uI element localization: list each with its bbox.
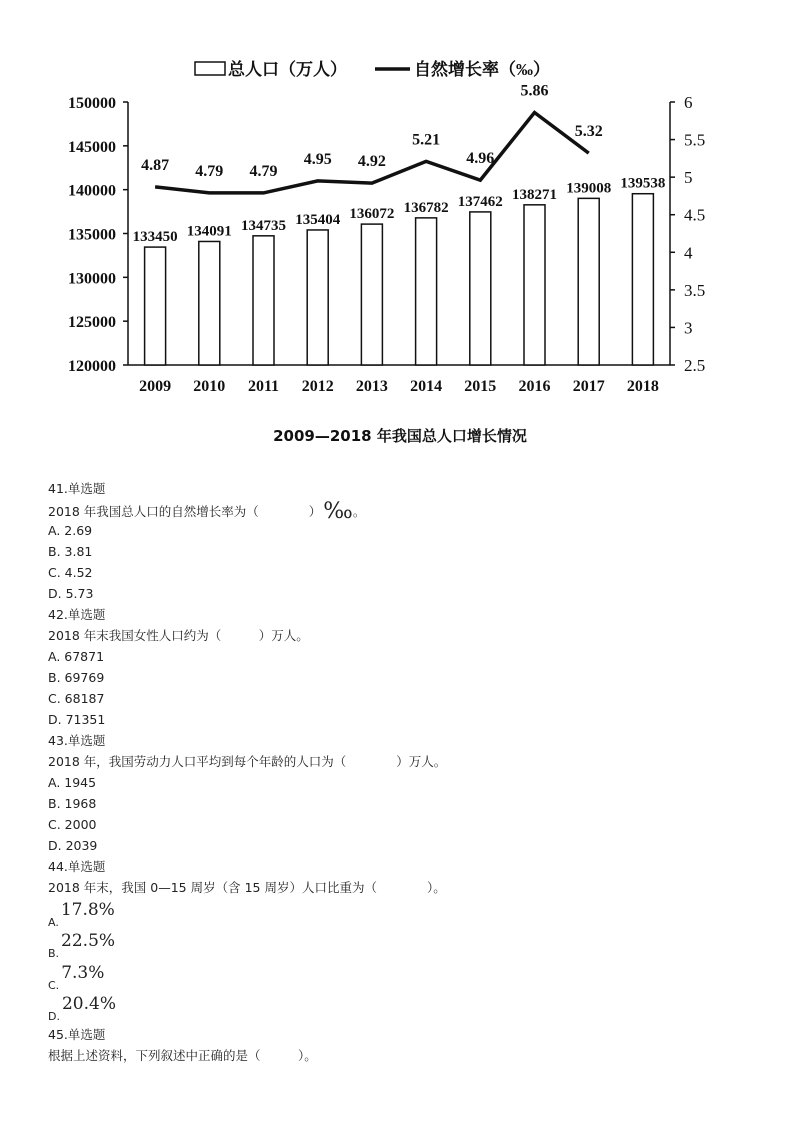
option-b[interactable]: B. 3.81 [48,544,93,559]
bar-value-label: 135404 [295,211,341,228]
x-tick-label: 2016 [518,378,551,395]
bar-value-label: 137462 [457,193,503,210]
bar-value-label: 136072 [349,206,395,223]
question-43 [48,730,768,856]
question-stem: 根据上述资料，下列叙述中正确的是（ ）。 [48,1048,317,1063]
y-right-tick-label: 4 [684,243,693,263]
bar-value-label: 139538 [620,175,666,192]
x-tick-label: 2017 [572,378,605,395]
bar [199,241,220,365]
y-right-tick-label: 5.5 [684,130,706,150]
y-left-ticks [68,95,128,375]
y-left-tick-label: 145000 [68,138,116,156]
chart-legend [195,59,550,79]
option-d[interactable]: D. 2039 [48,838,98,853]
population-chart [0,40,800,420]
rate-value-label: 5.86 [520,82,549,100]
bar-value-label: 134091 [186,223,232,240]
bar [361,224,382,365]
option-a[interactable]: A. 67871 [48,649,105,664]
question-44 [48,856,768,1024]
x-tick-label: 2018 [626,378,659,395]
x-tick-label: 2011 [247,378,280,395]
x-tick-label: 2014 [410,378,443,395]
question-41 [48,478,768,604]
bar [145,247,166,365]
question-stem: 2018 年，我国劳动力人口平均到每个年龄的人口为（ ）万人。 [48,754,447,769]
permille-symbol: ‰ [323,499,353,524]
question-header: 45.单选题 [48,1027,106,1042]
bar [524,205,545,365]
option-d[interactable]: D. 5.73 [48,586,94,601]
question-45 [48,1024,768,1066]
option-c[interactable]: C. 68187 [48,691,105,706]
question-header: 44.单选题 [48,859,106,874]
option-d[interactable]: D. 20.4% [48,994,116,1023]
bar-value-label: 139008 [566,180,612,197]
legend-bar-swatch [195,62,225,75]
y-left-tick-label: 150000 [68,95,116,112]
y-right-tick-label: 2.5 [684,356,706,375]
y-left-tick-label: 135000 [68,226,116,244]
question-header: 42.单选题 [48,607,106,622]
y-left-tick-label: 120000 [68,358,116,375]
legend-bar-label: 总人口（万人） [228,60,347,79]
question-header: 43.单选题 [48,733,106,748]
y-right-tick-label: 4.5 [684,205,706,225]
question-header: 41.单选题 [48,481,106,496]
question-stem: 2018 年我国总人口的自然增长率为（ ）‰。 [48,499,366,524]
y-right-tick-label: 5 [684,168,693,188]
bar-value-label: 134735 [241,217,286,234]
rate-value-label: 5.32 [574,123,603,141]
rate-value-label: 5.21 [412,131,441,149]
rate-value-label: 4.96 [466,150,495,168]
y-right-tick-label: 3 [684,318,693,338]
bar [578,198,599,365]
bar-value-label: 136782 [403,199,449,216]
question-42 [48,604,768,730]
bar [416,218,437,365]
question-stem: 2018 年末，我国 0—15 周岁（含 15 周岁）人口比重为（ ）。 [48,880,446,895]
rate-value-label: 4.92 [357,153,386,171]
x-tick-label: 2012 [301,378,334,395]
option-b[interactable]: B. 1968 [48,796,97,811]
x-tick-label: 2010 [193,378,226,395]
rate-labels [141,83,603,180]
option-b[interactable]: B. 69769 [48,670,105,685]
option-a[interactable]: A. 2.69 [48,523,93,538]
option-a[interactable]: A. 1945 [48,775,97,790]
option-c[interactable]: C. 7.3% [48,962,105,992]
rate-value-label: 4.79 [249,162,278,180]
bar [307,230,328,365]
bar [470,212,491,365]
bar-series [145,194,654,365]
rate-value-label: 4.95 [303,150,332,168]
rate-value-label: 4.79 [195,162,224,180]
rate-value-label: 4.87 [141,156,170,174]
x-tick-label: 2009 [139,378,172,395]
legend-line-label: 自然增长率（‰） [414,60,550,79]
bar [253,236,274,365]
y-right-ticks [670,93,705,375]
question-stem: 2018 年末我国女性人口约为（ ）万人。 [48,628,309,643]
y-right-tick-label: 3.5 [684,280,706,300]
chart-title: 2009—2018 年我国总人口增长情况 [273,427,527,445]
option-c[interactable]: C. 2000 [48,817,97,832]
y-left-tick-label: 125000 [68,314,116,332]
bar-value-label: 138271 [512,186,557,203]
option-b[interactable]: B. 22.5% [48,931,116,960]
bar-value-label: 133450 [132,229,178,246]
y-left-tick-label: 130000 [68,270,116,288]
x-ticks [139,378,659,395]
question-list [48,478,768,1066]
option-d[interactable]: D. 71351 [48,712,106,727]
x-tick-label: 2015 [464,378,497,395]
y-left-tick-label: 140000 [68,182,116,200]
option-c[interactable]: C. 4.52 [48,565,93,580]
y-right-tick-label: 6 [684,93,693,112]
x-tick-label: 2013 [355,378,388,395]
option-a[interactable]: A. 17.8% [48,899,115,929]
bar [632,194,653,365]
